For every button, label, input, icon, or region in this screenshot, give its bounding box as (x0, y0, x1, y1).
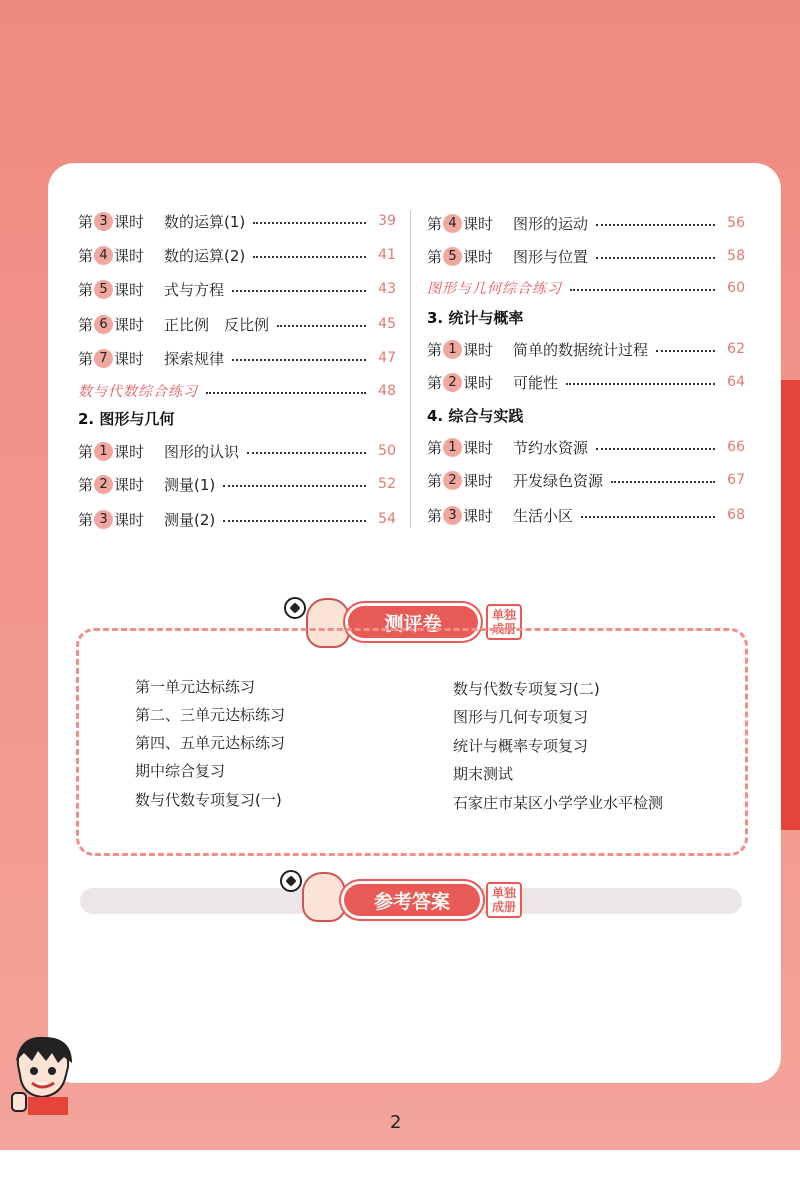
toc-topic: 数的运算(2) (164, 246, 246, 265)
toc-prefix: 第 (78, 280, 94, 299)
leader-dots (277, 325, 366, 327)
boy-mascot-icon (10, 1035, 80, 1115)
toc-row[interactable] (427, 432, 745, 462)
test-item[interactable]: 期中综合复习 (135, 762, 226, 780)
edge-tab (778, 380, 800, 830)
toc-topic: 测量(2) (164, 510, 216, 529)
toc-suffix: 课时 (463, 340, 494, 359)
toc-page-number: 45 (378, 316, 396, 332)
toc-row[interactable] (427, 208, 745, 238)
lesson-number-badge: 7 (94, 349, 113, 368)
lesson-number-badge: 5 (443, 247, 462, 266)
toc-prefix: 第 (427, 438, 443, 457)
soccer-ball-icon (284, 597, 306, 619)
toc-suffix: 课时 (463, 373, 494, 392)
toc-row[interactable] (78, 309, 396, 339)
toc-prefix: 第 (78, 442, 94, 461)
toc-row[interactable] (78, 504, 396, 534)
toc-suffix: 课时 (114, 246, 145, 265)
toc-page-number: 43 (378, 281, 396, 297)
toc-suffix: 课时 (463, 214, 494, 233)
toc-prefix: 第 (78, 212, 94, 231)
leader-dots (570, 289, 715, 291)
leader-dots (581, 516, 715, 518)
toc-review-row[interactable] (427, 273, 745, 303)
test-item[interactable]: 第一单元达标练习 (135, 678, 256, 696)
lesson-number-badge: 3 (443, 506, 462, 525)
toc-row[interactable] (427, 241, 745, 271)
toc-suffix: 课时 (114, 349, 145, 368)
lesson-number-badge: 2 (443, 373, 462, 392)
toc-suffix: 课时 (463, 247, 494, 266)
toc-page-number: 54 (378, 511, 396, 527)
toc-prefix: 第 (427, 214, 443, 233)
toc-page-number: 48 (378, 383, 396, 399)
toc-topic: 图形的运动 (513, 214, 589, 233)
test-banner-title: 测评卷 (384, 612, 442, 635)
toc-topic: 节约水资源 (513, 438, 589, 457)
toc-page-number: 50 (378, 443, 396, 459)
soccer-ball-icon (280, 870, 302, 892)
toc-topic: 简单的数据统计过程 (513, 340, 649, 359)
toc-row[interactable] (427, 500, 745, 530)
test-item[interactable]: 数与代数专项复习(二) (453, 680, 600, 698)
toc-topic: 探索规律 (164, 349, 225, 368)
toc-topic: 式与方程 (164, 280, 225, 299)
toc-prefix: 第 (78, 510, 94, 529)
lesson-number-badge: 4 (443, 214, 462, 233)
toc-review-row[interactable] (78, 376, 396, 406)
toc-prefix: 第 (78, 246, 94, 265)
section-heading-statistics: 3. 统计与概率 (427, 309, 524, 327)
toc-row[interactable] (427, 334, 745, 364)
toc-row[interactable] (78, 206, 396, 236)
test-item[interactable]: 第四、五单元达标练习 (135, 734, 286, 752)
toc-page-number: 60 (727, 280, 745, 296)
toc-row[interactable] (78, 436, 396, 466)
leader-dots (596, 448, 715, 450)
tag-line: 单独 (492, 886, 517, 900)
lesson-number-badge: 2 (94, 475, 113, 494)
test-item[interactable]: 期末测试 (453, 765, 514, 783)
lesson-number-badge: 3 (94, 212, 113, 231)
leader-dots (596, 224, 715, 226)
toc-topic: 开发绿色资源 (513, 471, 604, 490)
tag-line: 单独 (492, 608, 517, 622)
toc-page-number: 47 (378, 350, 396, 366)
toc-page-number: 62 (727, 341, 745, 357)
toc-page-number: 41 (378, 247, 396, 263)
leader-dots (232, 290, 366, 292)
toc-prefix: 第 (427, 373, 443, 392)
page-number: 2 (390, 1112, 402, 1133)
toc-suffix: 课时 (114, 280, 145, 299)
toc-row[interactable] (78, 240, 396, 270)
toc-topic: 测量(1) (164, 475, 216, 494)
leader-dots (253, 256, 366, 258)
leader-dots (223, 520, 366, 522)
toc-topic: 图形的认识 (164, 442, 240, 461)
toc-suffix: 课时 (114, 442, 145, 461)
lesson-number-badge: 5 (94, 280, 113, 299)
leader-dots (232, 359, 366, 361)
answer-banner (344, 884, 480, 916)
toc-page-number: 68 (727, 507, 745, 523)
toc-prefix: 第 (427, 340, 443, 359)
lesson-number-badge: 2 (443, 471, 462, 490)
leader-dots (596, 257, 715, 259)
toc-suffix: 课时 (114, 212, 145, 231)
test-item[interactable]: 石家庄市某区小学学业水平检测 (453, 794, 664, 812)
test-item[interactable]: 数与代数专项复习(一) (135, 791, 282, 809)
toc-topic: 正比例 反比例 (164, 315, 270, 334)
section-heading-practice: 4. 综合与实践 (427, 407, 524, 425)
toc-page-number: 58 (727, 248, 745, 264)
toc-page-number: 64 (727, 374, 745, 390)
lesson-number-badge: 1 (443, 340, 462, 359)
toc-topic: 生活小区 (513, 506, 574, 525)
toc-suffix: 课时 (463, 506, 494, 525)
toc-prefix: 第 (78, 475, 94, 494)
tag-line: 成册 (492, 622, 517, 636)
answer-banner-title: 参考答案 (373, 890, 450, 913)
toc-suffix: 课时 (114, 315, 145, 334)
lesson-number-badge: 1 (94, 442, 113, 461)
toc-row[interactable] (78, 274, 396, 304)
lion-mascot-icon (302, 872, 346, 922)
leader-dots (253, 222, 366, 224)
toc-prefix: 第 (78, 315, 94, 334)
leader-dots (566, 383, 715, 385)
toc-suffix: 课时 (463, 471, 494, 490)
toc-topic: 数的运算(1) (164, 212, 246, 231)
toc-page-number: 56 (727, 215, 745, 231)
leader-dots (206, 392, 366, 394)
leader-dots (611, 481, 715, 483)
section-heading-geometry: 2. 图形与几何 (78, 410, 175, 428)
toc-prefix: 第 (427, 471, 443, 490)
toc-suffix: 课时 (114, 510, 145, 529)
toc-suffix: 课时 (114, 475, 145, 494)
leader-dots (223, 485, 366, 487)
toc-page-number: 67 (727, 472, 745, 488)
column-divider (410, 210, 411, 528)
lesson-number-badge: 3 (94, 510, 113, 529)
toc-row[interactable] (427, 465, 745, 495)
toc-topic: 图形与位置 (513, 247, 589, 266)
bottom-margin (0, 1150, 800, 1179)
test-item[interactable]: 第二、三单元达标练习 (135, 706, 286, 724)
toc-page-number: 52 (378, 476, 396, 492)
toc-prefix: 第 (427, 506, 443, 525)
review-title: 图形与几何综合练习 (427, 281, 562, 297)
toc-row[interactable] (427, 367, 745, 397)
lesson-number-badge: 1 (443, 438, 462, 457)
toc-row[interactable] (78, 343, 396, 373)
test-item[interactable]: 统计与概率专项复习 (453, 737, 589, 755)
toc-prefix: 第 (78, 349, 94, 368)
review-title: 数与代数综合练习 (78, 384, 198, 400)
lesson-number-badge: 6 (94, 315, 113, 334)
leader-dots (656, 350, 715, 352)
toc-topic: 可能性 (513, 373, 559, 392)
answer-banner-tag (486, 882, 522, 918)
toc-row[interactable] (78, 469, 396, 499)
toc-page-number: 39 (378, 213, 396, 229)
leader-dots (247, 452, 366, 454)
toc-page-number: 66 (727, 439, 745, 455)
tag-line: 成册 (492, 900, 517, 914)
toc-suffix: 课时 (463, 438, 494, 457)
lesson-number-badge: 4 (94, 246, 113, 265)
test-item[interactable]: 图形与几何专项复习 (453, 708, 589, 726)
toc-prefix: 第 (427, 247, 443, 266)
